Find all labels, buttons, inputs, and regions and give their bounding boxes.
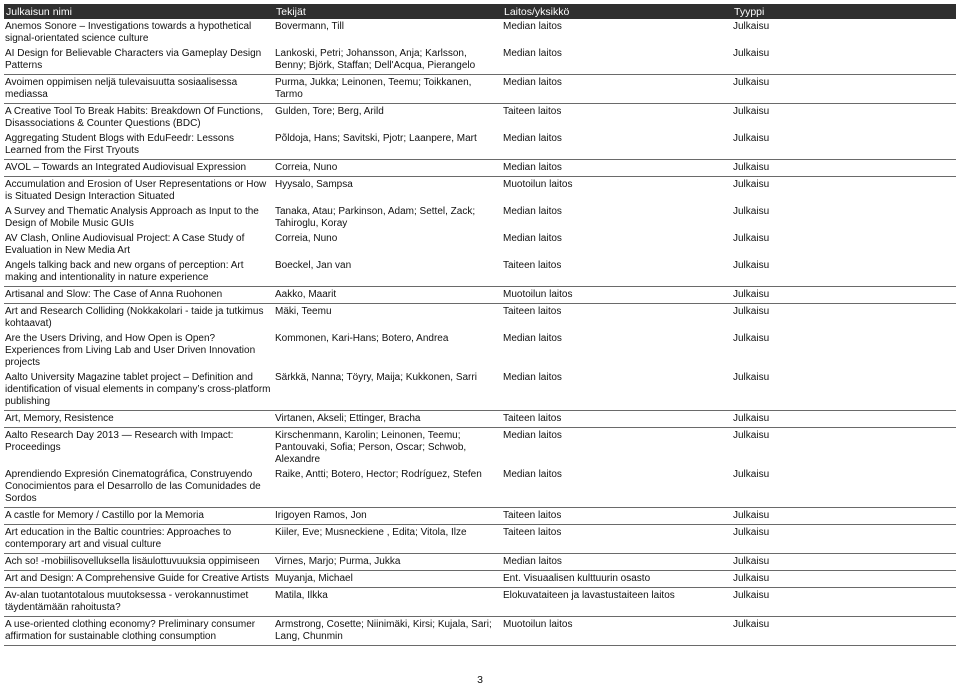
publication-authors: Tanaka, Atau; Parkinson, Adam; Settel, Zack; Tahiroglu, Koray (275, 206, 476, 229)
publication-title: Av-alan tuotantotalous muutoksessa - verokannustimet täydentämään rahoitusta? (5, 590, 249, 613)
publication-authors: Raike, Antti; Botero, Hector; Rodríguez, Stefen (275, 469, 482, 480)
table-row (4, 428, 956, 508)
publication-entry (4, 619, 956, 643)
publication-entry (4, 556, 956, 568)
table-row (4, 19, 956, 75)
row-entries (4, 554, 956, 570)
publication-entry (4, 289, 956, 301)
publication-authors: Boeckel, Jan van (275, 260, 352, 271)
table-row (4, 588, 956, 617)
publication-entry (4, 527, 956, 551)
publication-type: Julkaisu (733, 556, 770, 567)
publication-title: Artisanal and Slow: The Case of Anna Ruohonen (5, 289, 223, 300)
publication-type: Julkaisu (733, 430, 770, 441)
column-header-authors: Tekijät (276, 6, 306, 18)
publication-unit: Taiteen laitos (503, 527, 562, 538)
table-row (4, 177, 956, 287)
publication-title: Accumulation and Erosion of User Representations or How is Situated Design Interaction Situated (5, 179, 267, 202)
publication-entry (4, 590, 956, 614)
publication-unit: Taiteen laitos (503, 306, 562, 317)
publication-unit: Muotoilun laitos (503, 289, 573, 300)
publication-entry (4, 413, 956, 425)
column-header-unit: Laitos/yksikkö (504, 6, 570, 18)
publication-authors: Mäki, Teemu (275, 306, 332, 317)
publication-unit: Median laitos (503, 372, 562, 383)
publication-entry (4, 260, 956, 284)
row-entries (4, 428, 956, 507)
table-row (4, 411, 956, 428)
publication-unit: Taiteen laitos (503, 106, 562, 117)
publication-authors: Gulden, Tore; Berg, Arild (275, 106, 384, 117)
publication-unit: Elokuvataiteen ja lavastustaiteen laitos (503, 590, 675, 601)
column-header-title: Julkaisun nimi (6, 6, 72, 18)
publication-authors: Purma, Jukka; Leinonen, Teemu; Toikkanen, Tarmo (275, 77, 472, 100)
publication-type: Julkaisu (733, 260, 770, 271)
publication-type: Julkaisu (733, 527, 770, 538)
publication-authors: Virtanen, Akseli; Ettinger, Bracha (275, 413, 421, 424)
publication-title: Art, Memory, Resistence (5, 413, 114, 424)
publication-type: Julkaisu (733, 590, 770, 601)
publication-type: Julkaisu (733, 372, 770, 383)
publication-type: Julkaisu (733, 619, 770, 630)
publication-authors: Lankoski, Petri; Johansson, Anja; Karlsson, Benny; Björk, Staffan; Dell'Acqua, Pierangelo (275, 48, 476, 71)
publication-type: Julkaisu (733, 510, 770, 521)
publication-title: Art and Research Colliding (Nokkakolari - taide ja tutkimus kohtaavat) (5, 306, 264, 329)
publication-unit: Median laitos (503, 333, 562, 344)
publication-entry (4, 469, 956, 505)
publication-authors: Correia, Nuno (275, 233, 338, 244)
row-entries (4, 508, 956, 524)
publication-authors: Irigoyen Ramos, Jon (275, 510, 367, 521)
row-entries (4, 304, 956, 410)
table-row (4, 525, 956, 554)
publication-entry (4, 179, 956, 203)
publication-entry (4, 510, 956, 522)
publication-authors: Correia, Nuno (275, 162, 338, 173)
publication-entry (4, 48, 956, 72)
table-row (4, 617, 956, 646)
publication-entry (4, 77, 956, 101)
table-row (4, 287, 956, 304)
publication-title: Aprendiendo Expresión Cinematográfica, Construyendo Conocimientos para el Desarrollo de las Comunidades de Sordos (5, 469, 261, 504)
table-row (4, 75, 956, 104)
publication-entry (4, 206, 956, 230)
row-entries (4, 75, 956, 103)
publication-type: Julkaisu (733, 133, 770, 144)
publication-unit: Taiteen laitos (503, 260, 562, 271)
publication-entry (4, 106, 956, 130)
publication-title: Angels talking back and new organs of perception: Art making and intentionality in nature experience (5, 260, 244, 283)
publication-entry (4, 306, 956, 330)
publication-table (4, 4, 956, 646)
publication-unit: Taiteen laitos (503, 413, 562, 424)
publication-title: A use-oriented clothing economy? Preliminary consumer affirmation for sustainable clothing consumption (5, 619, 256, 642)
table-row (4, 104, 956, 160)
publication-entry (4, 133, 956, 157)
publication-title: Are the Users Driving, and How Open is Open? Experiences from Living Lab and User Driven Innovation projects (5, 333, 256, 368)
publication-type: Julkaisu (733, 289, 770, 300)
row-entries (4, 160, 956, 176)
publication-unit: Median laitos (503, 233, 562, 244)
publication-title: A castle for Memory / Castillo por la Memoria (5, 510, 204, 521)
publication-unit: Muotoilun laitos (503, 179, 573, 190)
publication-title: Aggregating Student Blogs with EduFeedr: Lessons Learned from the First Tryouts (5, 133, 235, 156)
publication-type: Julkaisu (733, 413, 770, 424)
table-header (4, 4, 956, 19)
publication-type: Julkaisu (733, 179, 770, 190)
publication-unit: Median laitos (503, 206, 562, 217)
row-entries (4, 588, 956, 616)
publication-entry (4, 21, 956, 45)
publication-authors: Põldoja, Hans; Savitski, Pjotr; Laanpere, Mart (275, 133, 477, 144)
publication-unit: Median laitos (503, 162, 562, 173)
publication-title: Art and Design: A Comprehensive Guide for Creative Artists (5, 573, 270, 584)
publication-type: Julkaisu (733, 469, 770, 480)
publication-type: Julkaisu (733, 573, 770, 584)
publication-type: Julkaisu (733, 333, 770, 344)
publication-authors: Kiiler, Eve; Musneckiene , Edita; Vitola, Ilze (275, 527, 467, 538)
publication-type: Julkaisu (733, 106, 770, 117)
publication-unit: Ent. Visuaalisen kulttuurin osasto (503, 573, 651, 584)
publication-title: Aalto Research Day 2013 — Research with Impact: Proceedings (5, 430, 234, 453)
publication-authors: Kirschenmann, Karolin; Leinonen, Teemu; Pantouvaki, Sofia; Person, Oscar; Schwob, Alexandre (275, 430, 467, 465)
publication-authors: Kommonen, Kari-Hans; Botero, Andrea (275, 333, 449, 344)
publication-type: Julkaisu (733, 48, 770, 59)
publication-entry (4, 162, 956, 174)
table-row (4, 160, 956, 177)
publication-title: Art education in the Baltic countries: Approaches to contemporary art and visual culture (5, 527, 232, 550)
publication-unit: Median laitos (503, 21, 562, 32)
publication-title: AV Clash, Online Audiovisual Project: A Case Study of Evaluation in New Media Art (5, 233, 245, 256)
publication-title: A Survey and Thematic Analysis Approach as Input to the Design of Mobile Music GUIs (5, 206, 259, 229)
table-row (4, 508, 956, 525)
publication-unit: Taiteen laitos (503, 510, 562, 521)
publication-unit: Median laitos (503, 556, 562, 567)
row-entries (4, 571, 956, 587)
publication-unit: Median laitos (503, 48, 562, 59)
publication-authors: Matila, Ilkka (275, 590, 328, 601)
table-row (4, 571, 956, 588)
publication-title: AI Design for Believable Characters via Gameplay Design Patterns (5, 48, 262, 71)
publication-authors: Virnes, Marjo; Purma, Jukka (275, 556, 401, 567)
publication-type: Julkaisu (733, 162, 770, 173)
publication-type: Julkaisu (733, 306, 770, 317)
table-body (4, 19, 956, 646)
publication-entry (4, 430, 956, 466)
publication-authors: Aakko, Maarit (275, 289, 337, 300)
row-entries (4, 617, 956, 645)
publication-type: Julkaisu (733, 77, 770, 88)
publication-unit: Median laitos (503, 77, 562, 88)
publication-unit: Median laitos (503, 469, 562, 480)
publication-title: Anemos Sonore – Investigations towards a hypothetical signal-orientated science culture (5, 21, 252, 44)
row-entries (4, 19, 956, 74)
row-entries (4, 177, 956, 286)
publication-entry (4, 573, 956, 585)
publication-entry (4, 372, 956, 408)
publication-type: Julkaisu (733, 206, 770, 217)
publication-authors: Bovermann, Till (275, 21, 344, 32)
publication-entry (4, 233, 956, 257)
publication-unit: Median laitos (503, 133, 562, 144)
row-entries (4, 525, 956, 553)
publication-entry (4, 333, 956, 369)
publication-title: AVOL – Towards an Integrated Audiovisual Expression (5, 162, 247, 173)
publication-unit: Muotoilun laitos (503, 619, 573, 630)
row-entries (4, 411, 956, 427)
publication-authors: Armstrong, Cosette; Niinimäki, Kirsi; Kujala, Sari; Lang, Chunmin (275, 619, 492, 642)
publication-title: A Creative Tool To Break Habits: Breakdown Of Functions, Disassociations & Counter Questions (BDC) (5, 106, 264, 129)
publication-type: Julkaisu (733, 233, 770, 244)
publication-authors: Hyysalo, Sampsa (275, 179, 353, 190)
publication-unit: Median laitos (503, 430, 562, 441)
row-entries (4, 104, 956, 159)
column-header-type: Tyyppi (734, 6, 765, 18)
table-row (4, 554, 956, 571)
table-row (4, 304, 956, 411)
publication-title: Ach so! -mobiilisovelluksella lisäulottuvuuksia oppimiseen (5, 556, 260, 567)
publication-type: Julkaisu (733, 21, 770, 32)
page-number: 3 (477, 674, 483, 686)
publication-title: Aalto University Magazine tablet project – Definition and identification of visual elements in company’s cross-platform publishing (5, 372, 271, 407)
row-entries (4, 287, 956, 303)
publication-title: Avoimen oppimisen neljä tulevaisuutta sosiaalisessa mediassa (5, 77, 238, 100)
publication-authors: Särkkä, Nanna; Töyry, Maija; Kukkonen, Sarri (275, 372, 477, 383)
publication-authors: Muyanja, Michael (275, 573, 353, 584)
